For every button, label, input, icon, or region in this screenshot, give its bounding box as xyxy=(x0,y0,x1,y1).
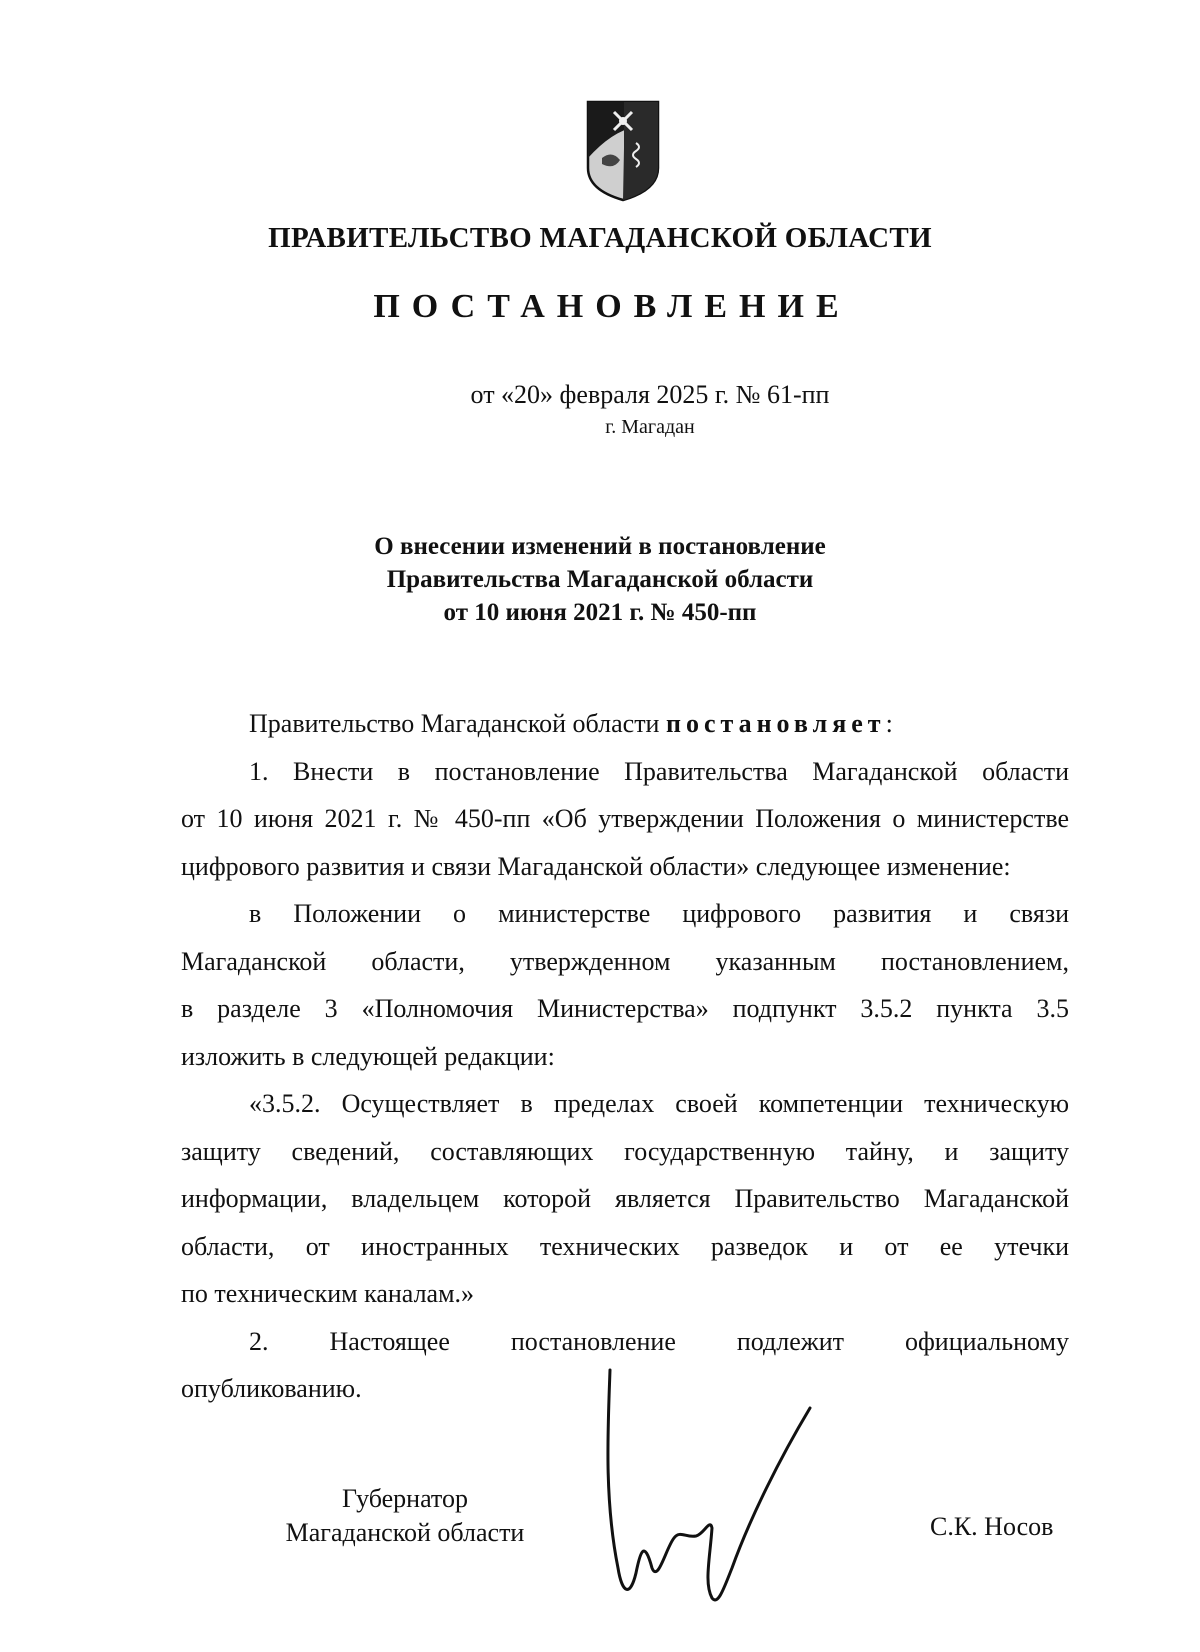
body-line: Магаданской области, утвержденном указанным постановлением, xyxy=(181,946,1069,976)
body-line: 2. Настоящее постановление подлежит официальному xyxy=(249,1326,1069,1356)
body-line: информации, владельцем которой является Правительство Магаданской xyxy=(181,1184,1069,1213)
body-line: изложить в следующей редакции: xyxy=(181,1041,555,1071)
body-line: по техническим каналам.» xyxy=(181,1279,475,1308)
body-line: «3.5.2. Осуществляет в пределах своей компетенции техническую xyxy=(249,1089,1069,1118)
title-line: Правительства Магаданской области xyxy=(386,566,814,593)
handwritten-signature-icon xyxy=(600,1368,820,1608)
body-line: в Положении о министерстве цифрового развития и связи xyxy=(249,899,1069,928)
document-date-number: от «20» февраля 2025 г. № 61-пп xyxy=(470,380,830,409)
organization-name: ПРАВИТЕЛЬСТВО МАГАДАНСКОЙ ОБЛАСТИ xyxy=(268,222,932,254)
signatory-position-line: Губернатор xyxy=(342,1484,468,1513)
document-type: ПОСТАНОВЛЕНИЕ xyxy=(373,288,851,325)
signatory-name: С.К. Носов xyxy=(930,1512,1054,1541)
intro-suffix: : xyxy=(885,709,893,738)
body-line: защиту сведений, составляющих государственную тайну, и защиту xyxy=(181,1136,1069,1166)
body-line: цифрового развития и связи Магаданской области» следующее изменение: xyxy=(181,851,1011,881)
intro-prefix: Правительство Магаданской области xyxy=(249,709,666,738)
document-city: г. Магадан xyxy=(605,416,695,438)
intro-line xyxy=(181,700,1069,748)
title-line: О внесении изменений в постановление xyxy=(374,533,826,560)
signatory-position xyxy=(0,1482,635,1550)
title-line: от 10 июня 2021 г. № 450-пп xyxy=(443,599,757,626)
document-title xyxy=(0,530,1200,629)
document-body xyxy=(181,700,1069,1413)
body-line: в разделе 3 «Полномочия Министерства» подпункт 3.5.2 пункта 3.5 xyxy=(181,994,1069,1023)
signatory-position-line: Магаданской области xyxy=(285,1518,525,1547)
body-line: опубликованию. xyxy=(181,1374,362,1403)
intro-verb: постановляет xyxy=(665,709,886,738)
body-line: от 10 июня 2021 г. № 450-пп «Об утверждении Положения о министерстве xyxy=(181,804,1069,833)
body-line: 1. Внести в постановление Правительства Магаданской области xyxy=(249,756,1069,786)
coat-of-arms-icon xyxy=(584,98,662,202)
body-line: области, от иностранных технических разведок и от ее утечки xyxy=(181,1231,1069,1261)
